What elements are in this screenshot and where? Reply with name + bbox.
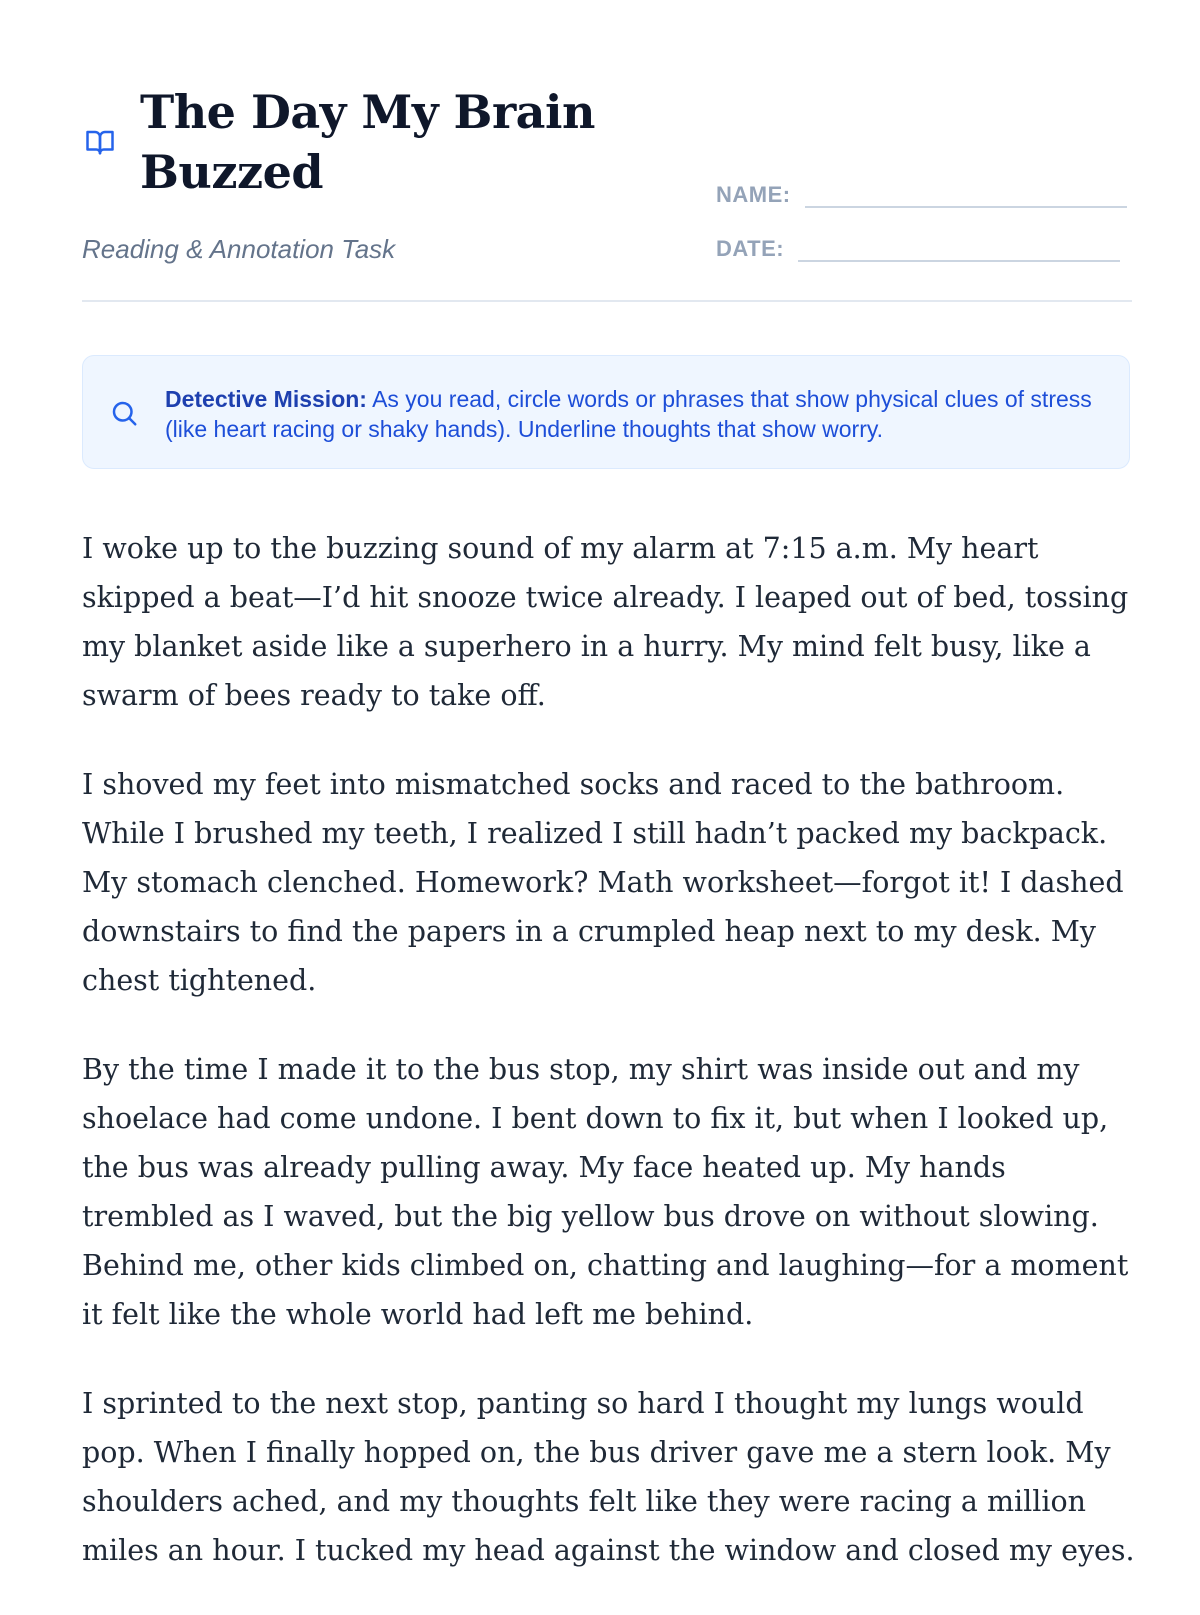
worksheet-page [82, 0, 1135, 1567]
name-label: NAME: [716, 182, 791, 207]
name-field [716, 180, 1127, 208]
detective-mission-box [82, 355, 1130, 469]
story-text [82, 524, 1142, 1615]
date-line[interactable] [798, 234, 1120, 262]
mission-text [165, 384, 1100, 444]
name-line[interactable] [805, 180, 1127, 208]
date-label: DATE: [716, 236, 785, 261]
story-paragraph: I sprinted to the next stop, panting so hard I thought my lungs would pop. When I finally hopped on, the bus driver gave me a stern look. My shoulders ached, and my thoughts felt like they were racing a million miles an hour. I tucked my head against the window and closed my eyes. [82, 1387, 1135, 1567]
story-paragraph: I woke up to the buzzing sound of my alarm at 7:15 a.m. My heart skipped a beat—I’d hit snooze twice already. I leaped out of bed, tossing my blanket aside like a superhero in a hurry. My mind felt busy, like a swarm of bees ready to take off. [82, 532, 1129, 712]
date-field [716, 234, 1120, 262]
title-block [82, 82, 610, 202]
mission-label: Detective Mission: [165, 386, 367, 412]
story-paragraph: By the time I made it to the bus stop, my shirt was inside out and my shoelace had come undone. I bent down to fix it, but when I looked up, the bus was already pulling away. My face heated up. My hands trembled as I waved, but the big yellow bus drove on without slowing. Behind me, other kids climbed on, chatting and laughing—for a moment it felt like the whole world had left me behind. [82, 1053, 1129, 1331]
book-open-icon [82, 124, 118, 160]
page-subtitle: Reading & Annotation Task [82, 234, 396, 264]
page-title: The Day My Brain Buzzed [140, 85, 595, 199]
search-icon [109, 398, 139, 428]
mission-body: As you read, circle words or phrases that show physical clues of stress (like heart racing or shaky hands). Underline thoughts that show worry. [165, 386, 1092, 442]
worksheet-header [82, 0, 1132, 302]
story-paragraph: I shoved my feet into mismatched socks and raced to the bathroom. While I brushed my teeth, I realized I still hadn’t packed my backpack. My stomach clenched. Homework? Math worksheet—forgot it! I dashed downstairs to find the papers in a crumpled heap next to my desk. My chest tightened. [82, 768, 1124, 997]
